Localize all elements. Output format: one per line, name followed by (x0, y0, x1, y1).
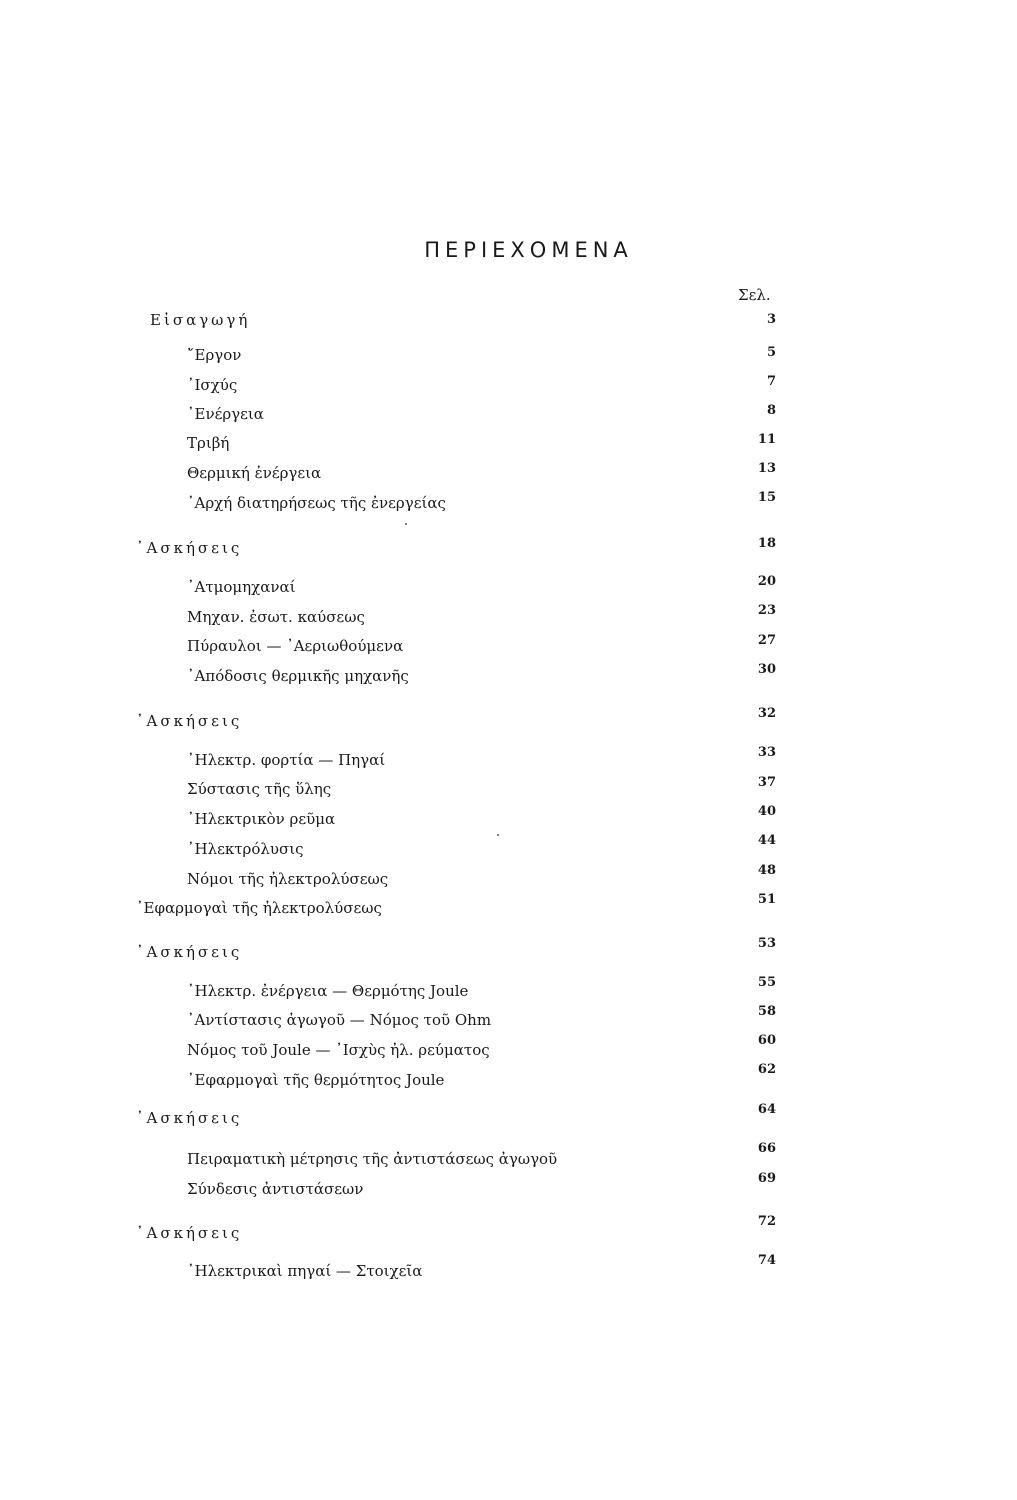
toc-entry-page: 53 (757, 936, 776, 951)
toc-entry-page: 72 (757, 1214, 776, 1229)
toc-entry-label: Μηχαν. ἐσωτ. καύσεως (187, 608, 365, 626)
toc-entry-page: 20 (757, 574, 776, 589)
toc-entry-label: ᾿Εφαρμογαὶ τῆς ἠλεκτρολύσεως (136, 899, 382, 917)
toc-entry-label: Πειραματικὴ μέτρησις τῆς ἀντιστάσεως ἀγωγοῦ (187, 1150, 558, 1168)
toc-entry-page: 32 (757, 706, 776, 721)
toc-entry-page: 74 (757, 1253, 776, 1268)
toc-entry-label: ᾿Ασκήσεις (136, 539, 243, 557)
speck-mark (497, 834, 499, 836)
toc-entry-page: 60 (757, 1033, 776, 1048)
toc-entry-label: Σύστασις τῆς ὕλης (187, 780, 332, 798)
toc-entry-page: 55 (757, 975, 776, 990)
toc-entry-page: 8 (766, 403, 776, 418)
toc-entry-page: 51 (757, 892, 776, 907)
toc-entry-page: 3 (766, 312, 776, 327)
toc-entry-label: ᾿Ηλεκτρ. φορτία — Πηγαί (187, 751, 386, 769)
toc-entry-label: Πύραυλοι — ᾿Αεριωθούμενα (187, 637, 404, 655)
toc-entry-label: ᾿Αρχή διατηρήσεως τῆς ἐνεργείας (187, 494, 446, 512)
toc-entry-label: ᾿Ισχύς (187, 376, 238, 394)
toc-entry-page: 23 (757, 603, 776, 618)
toc-entry-page: 58 (757, 1004, 776, 1019)
toc-entry-label: Νόμοι τῆς ἠλεκτρολύσεως (187, 870, 389, 888)
toc-entry-label: Εἰσαγωγή (150, 311, 251, 329)
toc-entry-page: 15 (757, 490, 776, 505)
toc-entry-label: ᾿Ηλεκτρικαὶ πηγαί — Στοιχεῖα (187, 1262, 423, 1280)
toc-entry-page: 69 (757, 1171, 776, 1186)
toc-entry-label: Θερμική ἐνέργεια (187, 464, 322, 482)
toc-entry-page: 66 (757, 1141, 776, 1156)
toc-entry-label: ᾿Ηλεκτρ. ἐνέργεια — Θερμότης Joule (187, 982, 469, 1000)
toc-entry-label: ᾿Απόδοσις θερμικῆς μηχανῆς (187, 667, 409, 685)
toc-entry-page: 30 (757, 662, 776, 677)
toc-entry-page: 11 (757, 432, 776, 447)
toc-entry-label: ᾿Ατμομηχαναί (187, 578, 296, 596)
toc-entry-page: 27 (757, 633, 776, 648)
toc-entry-label: ᾿Ασκήσεις (136, 712, 243, 730)
toc-entry-label: ᾿Εφαρμογαὶ τῆς θερμότητος Joule (187, 1071, 445, 1089)
toc-entry-label: ᾿Ασκήσεις (136, 1224, 243, 1242)
toc-entry-label: ᾿Ηλεκτρικὸν ρεῦμα (187, 810, 336, 828)
page-column-header: Σελ. (738, 286, 771, 304)
toc-entry-page: 44 (757, 833, 776, 848)
toc-entry-label: ᾿Ενέργεια (187, 405, 264, 423)
toc-entry-page: 18 (757, 536, 776, 551)
toc-entry-page: 13 (757, 461, 776, 476)
toc-entry-page: 48 (757, 863, 776, 878)
toc-entry-label: Τριβή (187, 434, 230, 452)
toc-entry-label: ᾿Αντίστασις ἀγωγοῦ — Νόμος τοῦ Ohm (187, 1011, 492, 1029)
toc-entry-page: 5 (766, 345, 776, 360)
speck-mark (405, 523, 407, 525)
toc-entry-page: 40 (757, 804, 776, 819)
toc-entry-page: 37 (757, 775, 776, 790)
page-title: ΠΕΡΙΕΧΟΜΕΝΑ (424, 238, 633, 262)
toc-entry-label: ᾿Ασκήσεις (136, 943, 243, 961)
toc-entry-label: Σύνδεσις ἀντιστάσεων (187, 1180, 364, 1198)
toc-entry-page: 33 (757, 745, 776, 760)
toc-entry-page: 7 (766, 374, 776, 389)
toc-entry-label: ᾿Ασκήσεις (136, 1109, 243, 1127)
toc-entry-page: 62 (757, 1062, 776, 1077)
toc-entry-label: ᾿Ηλεκτρόλυσις (187, 840, 304, 858)
toc-entry-page: 64 (757, 1102, 776, 1117)
toc-entry-label: ῎Εργον (187, 346, 242, 364)
toc-entry-label: Νόμος τοῦ Joule — ᾿Ισχὺς ἠλ. ρεύματος (187, 1041, 490, 1059)
